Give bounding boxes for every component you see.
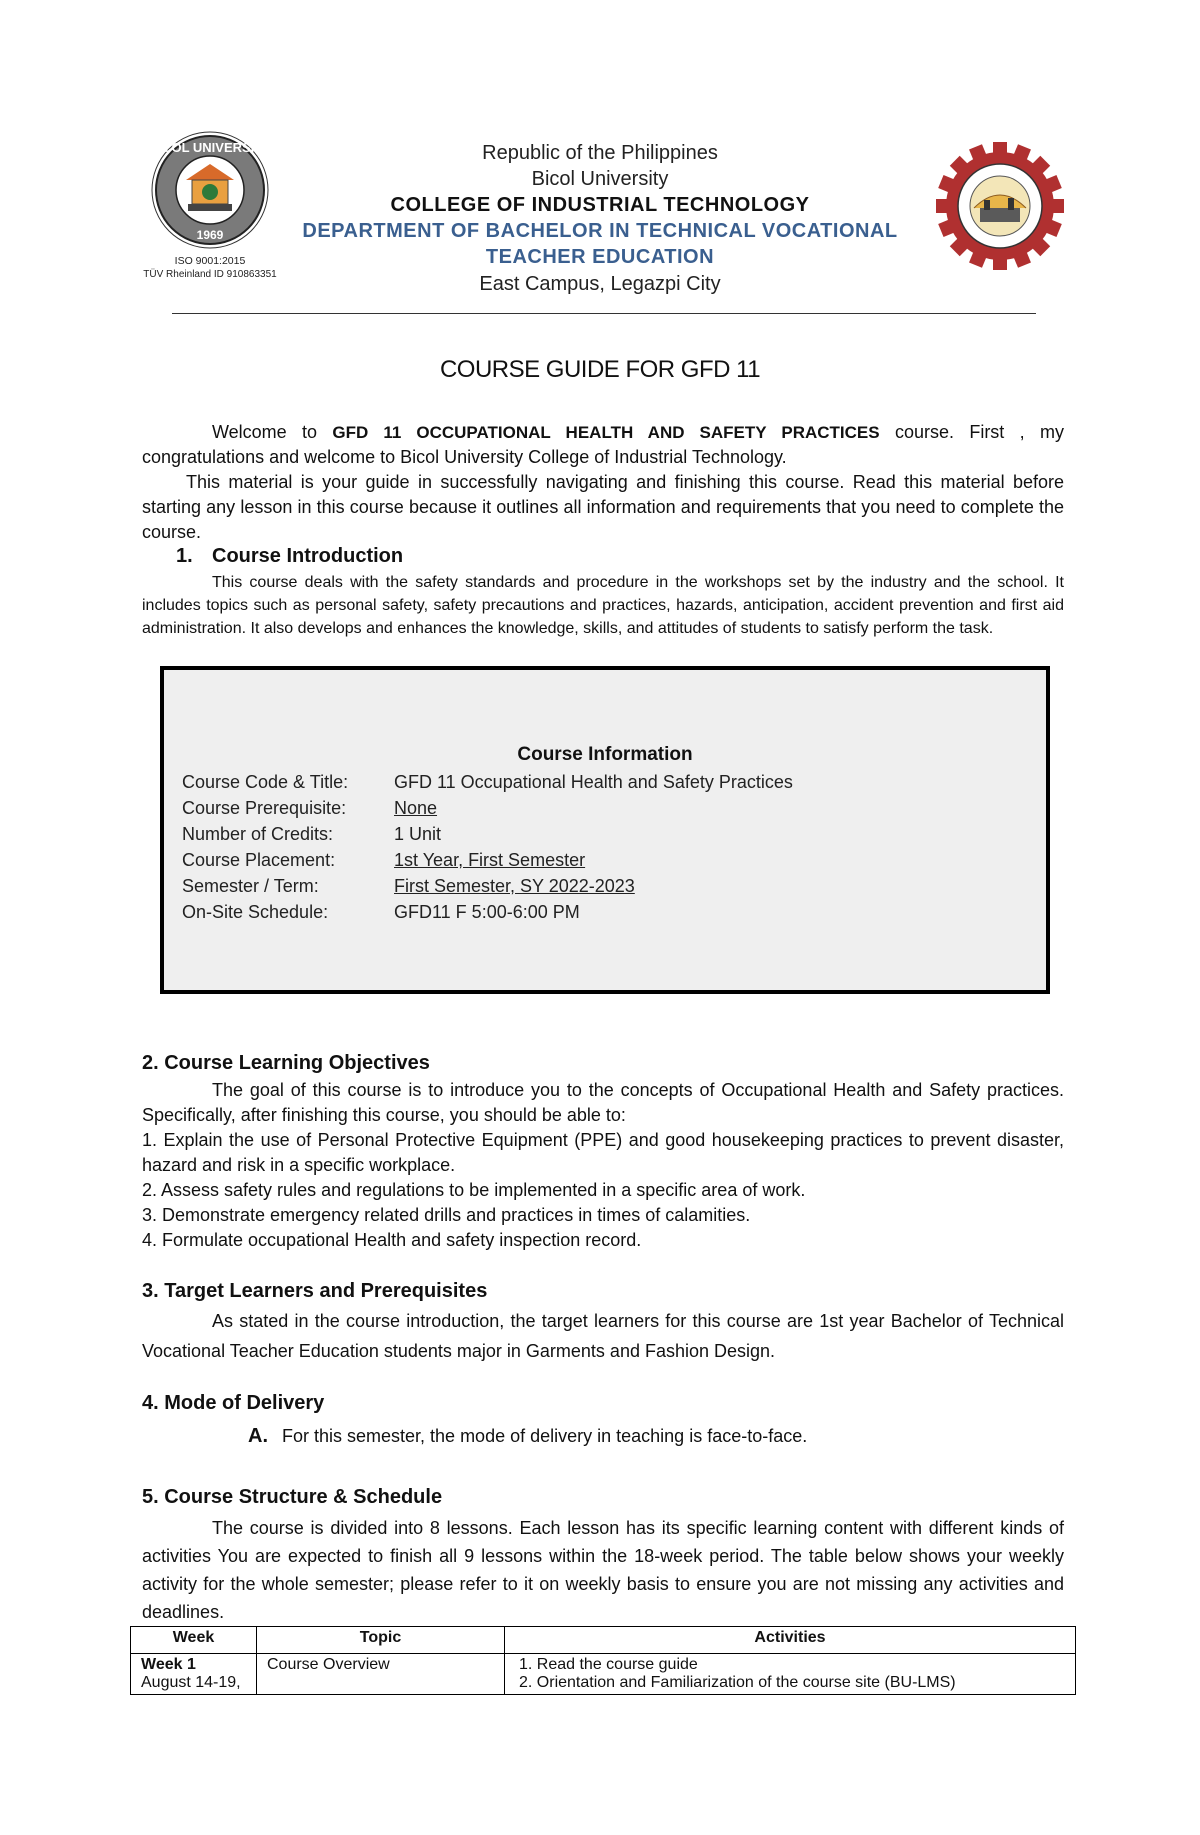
section-2-intro	[142, 1078, 1064, 1128]
info-label: Course Placement:	[182, 850, 336, 870]
delivery-item	[248, 1424, 1048, 1449]
header-republic: Republic of the Philippines	[482, 142, 718, 164]
objective-item-2: 2. Assess safety rules and regulations to be implemented in a specific area of work.	[142, 1180, 806, 1200]
course-structure-text: The course is divided into 8 lessons. Each lesson has its specific learning content with different kinds of activities You are expected to finish all 9 lessons within the 18-week period. The table below shows your weekly activity for the whole semester; please refer to it on weekly basis to ensure you are not missing any activities and deadlines.	[142, 1518, 1064, 1622]
info-row-course-code	[182, 772, 793, 793]
intro-rest: course. First , my congratulations and welcome to Bicol University College of Industrial Technology.	[142, 422, 1064, 467]
objectives-intro-text: The goal of this course is to introduce you to the concepts of Occupational Health and Safety practices. Specifically, after finishing this course, you should be able to:	[142, 1080, 1064, 1125]
section-3-text	[142, 1306, 1064, 1366]
weekly-schedule-table	[130, 1626, 1076, 1695]
header-campus: East Campus, Legazpi City	[479, 273, 721, 295]
objective-item-4: 4. Formulate occupational Health and safety inspection record.	[142, 1230, 642, 1250]
college-gear-seal-logo	[936, 142, 1064, 270]
activity-item: 1. Read the course guide	[519, 1656, 698, 1673]
header-department: DEPARTMENT OF BACHELOR IN TECHNICAL VOCATIONAL	[302, 220, 898, 242]
section-3-heading: 3. Target Learners and Prerequisites	[142, 1280, 488, 1302]
topic-cell: Course Overview	[257, 1654, 505, 1695]
column-header-topic: Topic	[257, 1627, 505, 1654]
info-label: Course Prerequisite:	[182, 798, 347, 818]
activities-cell	[505, 1654, 1076, 1695]
target-learners-text: As stated in the course introduction, the target learners for this course are 1st year Bachelor of Technical Vocational Teacher Education students major in Garments and Fashion Design.	[142, 1311, 1064, 1361]
info-value: 1st Year, First Semester	[394, 850, 586, 870]
info-label: On-Site Schedule:	[182, 902, 329, 922]
table-header-row	[131, 1627, 1076, 1654]
intro-paragraph-2	[142, 470, 1064, 545]
column-header-week: Week	[131, 1627, 257, 1654]
info-value: First Semester, SY 2022-2023	[394, 876, 635, 896]
intro-course-name: GFD 11 OCCUPATIONAL HEALTH AND SAFETY PRACTICES	[332, 423, 880, 442]
objective-item-3: 3. Demonstrate emergency related drills and practices in times of calamities.	[142, 1205, 751, 1225]
week-label: Week 1	[141, 1656, 196, 1673]
info-value: GFD 11 Occupational Health and Safety Practices	[394, 772, 793, 792]
info-row-prerequisite	[182, 798, 437, 819]
column-header-activities: Activities	[505, 1627, 1076, 1654]
university-header	[260, 140, 940, 298]
info-value: GFD11 F 5:00-6:00 PM	[394, 902, 580, 922]
info-row-credits	[182, 824, 441, 845]
table-row	[131, 1654, 1076, 1695]
bicol-university-seal-logo	[140, 128, 280, 283]
header-college: COLLEGE OF INDUSTRIAL TECHNOLOGY	[390, 194, 810, 216]
objective-item-1: 1. Explain the use of Personal Protective Equipment (PPE) and good housekeeping practices to prevent disaster, hazard and risk in a specific workplace.	[142, 1130, 1064, 1175]
svg-text:1969: 1969	[196, 228, 224, 242]
info-value: None	[394, 798, 438, 818]
section-1-number: 1.	[176, 545, 193, 567]
info-label: Semester / Term:	[182, 876, 319, 896]
course-information-box	[160, 666, 1050, 994]
course-introduction-text: This course deals with the safety standards and procedure in the workshops set by the industry and the school. It includes topics such as personal safety, safety precautions and practices, hazards, anticipation, accident prevention and first aid administration. It also develops and enhances the knowledge, skills, and attitudes of students to satisfy perform the task.	[142, 574, 1064, 637]
info-row-semester	[182, 876, 635, 897]
info-row-placement	[182, 850, 585, 871]
delivery-item-text: For this semester, the mode of delivery in teaching is face-to-face.	[282, 1426, 808, 1446]
info-row-schedule	[182, 902, 580, 923]
info-label: Course Code & Title:	[182, 772, 349, 792]
svg-text:BICOL UNIVERSITY: BICOL UNIVERSITY	[149, 140, 271, 155]
section-5-heading: 5. Course Structure & Schedule	[142, 1486, 443, 1508]
week-dates: August 14-19,	[141, 1674, 241, 1691]
page-title: COURSE GUIDE FOR GFD 11	[439, 356, 761, 383]
section-1-title: Course Introduction	[212, 545, 404, 567]
header-university: Bicol University	[531, 168, 669, 190]
activity-item: 2. Orientation and Familiarization of the course site (BU-LMS)	[519, 1674, 956, 1691]
section-4-heading: 4. Mode of Delivery	[142, 1392, 325, 1414]
section-1-heading	[176, 545, 403, 568]
intro-paragraph-1	[142, 420, 1064, 470]
header-department-cont: TEACHER EDUCATION	[485, 246, 715, 268]
svg-text:ISO 9001:2015: ISO 9001:2015	[174, 255, 246, 267]
header-divider	[172, 313, 1036, 314]
section-2-heading: 2. Course Learning Objectives	[142, 1052, 430, 1074]
info-label: Number of Credits:	[182, 824, 334, 844]
week-cell	[131, 1654, 257, 1695]
delivery-item-letter: A.	[248, 1425, 268, 1447]
info-value: 1 Unit	[394, 824, 442, 844]
svg-text:TÜV Rheinland ID 910863351: TÜV Rheinland ID 910863351	[143, 269, 277, 280]
course-information-title: Course Information	[517, 744, 693, 765]
intro-guide-text: This material is your guide in successfully navigating and finishing this course. Read this material before starting any lesson in this course because it outlines all information and requirements that you need to complete the course.	[142, 472, 1064, 542]
intro-prefix: Welcome to	[212, 422, 333, 442]
section-1-text	[142, 571, 1064, 640]
section-5-text	[142, 1514, 1064, 1626]
